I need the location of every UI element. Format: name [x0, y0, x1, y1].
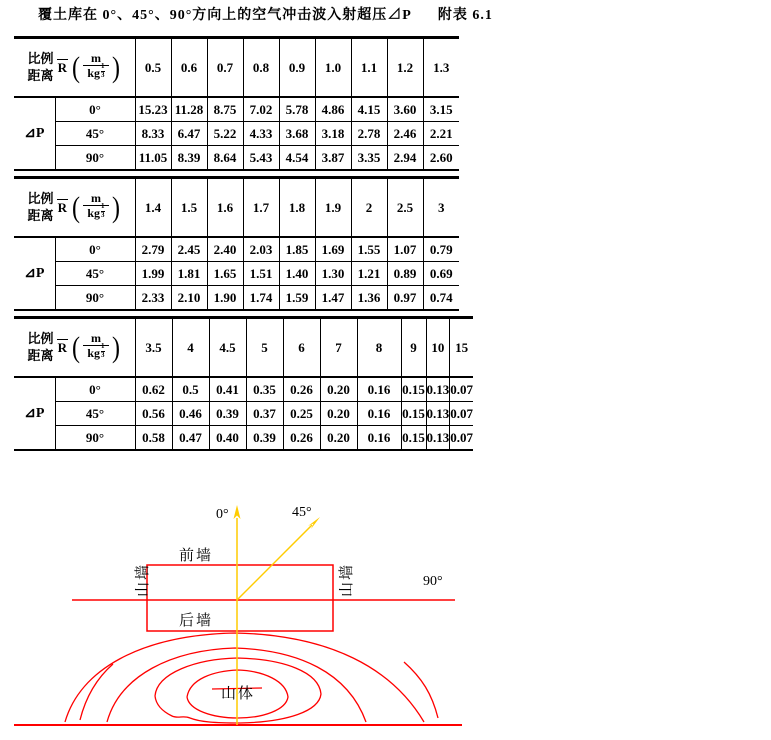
angle-label: 45° [55, 262, 135, 286]
scaled-distance-value: 8 [357, 318, 401, 378]
direction-diagram [0, 500, 480, 735]
pressure-value: 0.20 [320, 402, 357, 426]
pressure-value: 0.13 [426, 426, 450, 451]
pressure-value: 2.46 [387, 122, 423, 146]
scaled-distance-header: 比例 距离 R ( m kg $\frac{1}{3}$ ) [14, 178, 135, 238]
pressure-value: 2.40 [207, 237, 243, 262]
pressure-value: 1.81 [171, 262, 207, 286]
scaled-distance-value: 4.5 [209, 318, 246, 378]
angle-label: 90° [55, 426, 135, 451]
scaled-distance-value: 1.6 [207, 178, 243, 238]
pressure-value: 3.35 [351, 146, 387, 171]
pressure-value: 6.47 [171, 122, 207, 146]
pressure-value: 0.20 [320, 426, 357, 451]
scaled-distance-value: 0.7 [207, 38, 243, 98]
mountain-label: 山体 [221, 686, 256, 702]
pressure-value: 0.56 [135, 402, 172, 426]
pressure-value: 1.36 [351, 286, 387, 311]
pressure-value: 11.05 [135, 146, 171, 171]
pressure-value: 1.59 [279, 286, 315, 311]
pressure-value: 0.79 [423, 237, 459, 262]
pressure-value: 2.21 [423, 122, 459, 146]
pressure-value: 0.46 [172, 402, 209, 426]
overpressure-table [14, 36, 459, 171]
angle-label: 90° [55, 286, 135, 311]
table-row [14, 426, 473, 451]
pressure-value: 0.58 [135, 426, 172, 451]
pressure-value: 1.30 [315, 262, 351, 286]
pressure-value: 2.45 [171, 237, 207, 262]
pressure-value: 1.65 [207, 262, 243, 286]
pressure-value: 7.02 [243, 97, 279, 122]
table-row [14, 122, 459, 146]
table-row [14, 286, 459, 311]
tables-section [0, 24, 771, 451]
pressure-value: 4.86 [315, 97, 351, 122]
scaled-distance-value: 1.3 [423, 38, 459, 98]
pressure-value: 0.62 [135, 377, 172, 402]
scaled-distance-value: 0.9 [279, 38, 315, 98]
pressure-value: 1.40 [279, 262, 315, 286]
pressure-value: 0.89 [387, 262, 423, 286]
delta-p-label: ⊿P [24, 266, 45, 281]
table-row [14, 262, 459, 286]
pressure-value: 0.20 [320, 377, 357, 402]
scaled-distance-value: 0.6 [171, 38, 207, 98]
pressure-value: 5.22 [207, 122, 243, 146]
pressure-value: 0.39 [246, 426, 283, 451]
scaled-distance-value: 6 [283, 318, 320, 378]
pressure-value: 0.41 [209, 377, 246, 402]
contour-left-partial [80, 664, 113, 720]
pressure-value: 1.21 [351, 262, 387, 286]
pressure-value: 2.79 [135, 237, 171, 262]
page-title [0, 0, 771, 24]
gable-wall-left-label: 山墙 [135, 563, 151, 598]
arrow-0deg-head-icon [234, 505, 241, 519]
angle-label: 0° [55, 237, 135, 262]
pressure-value: 1.55 [351, 237, 387, 262]
title-text: 覆土库在 0°、45°、90°方向上的空气冲击波入射超压⊿P [38, 8, 412, 23]
scaled-distance-value: 5 [246, 318, 283, 378]
scaled-distance-value: 1.2 [387, 38, 423, 98]
pressure-value: 2.10 [171, 286, 207, 311]
pressure-value: 4.15 [351, 97, 387, 122]
delta-p-label: ⊿P [24, 406, 45, 421]
pressure-value: 0.15 [401, 402, 426, 426]
scaled-distance-header: 比例 距离 R ( m kg $\frac{1}{3}$ ) [14, 38, 135, 98]
pressure-value: 2.78 [351, 122, 387, 146]
angle-label: 0° [55, 377, 135, 402]
pressure-value: 1.90 [207, 286, 243, 311]
pressure-value: 2.94 [387, 146, 423, 171]
pressure-value: 1.74 [243, 286, 279, 311]
pressure-value: 0.37 [246, 402, 283, 426]
pressure-value: 0.13 [426, 377, 450, 402]
overpressure-table-2 [14, 176, 771, 311]
arrow-45deg-line [237, 525, 312, 600]
pressure-value: 1.47 [315, 286, 351, 311]
pressure-value: 1.51 [243, 262, 279, 286]
table-row [14, 237, 459, 262]
pressure-value: 4.54 [279, 146, 315, 171]
angle-label: 45° [55, 122, 135, 146]
contour-outer [65, 633, 424, 722]
pressure-value: 15.23 [135, 97, 171, 122]
pressure-value: 0.40 [209, 426, 246, 451]
scaled-distance-value: 1.0 [315, 38, 351, 98]
scaled-distance-value: 1.9 [315, 178, 351, 238]
scaled-distance-value: 7 [320, 318, 357, 378]
pressure-value: 0.26 [283, 377, 320, 402]
pressure-value: 0.69 [423, 262, 459, 286]
angle-0-label: 0° [216, 507, 229, 522]
scaled-distance-value: 1.4 [135, 178, 171, 238]
pressure-value: 2.33 [135, 286, 171, 311]
pressure-value: 0.15 [401, 377, 426, 402]
scaled-distance-value: 15 [450, 318, 473, 378]
rear-wall-label: 后墙 [179, 613, 214, 629]
table-row [14, 146, 459, 171]
pressure-value: 2.03 [243, 237, 279, 262]
pressure-value: 5.78 [279, 97, 315, 122]
scaled-distance-value: 3.5 [135, 318, 172, 378]
pressure-value: 0.07 [450, 377, 473, 402]
pressure-value: 0.16 [357, 426, 401, 451]
title-table-ref: 附表 6.1 [437, 8, 493, 23]
table-row [14, 377, 473, 402]
gable-wall-right-label: 山墙 [339, 563, 355, 598]
front-wall-label: 前墙 [179, 548, 214, 564]
pressure-value: 2.60 [423, 146, 459, 171]
pressure-value: 0.16 [357, 377, 401, 402]
pressure-value: 0.5 [172, 377, 209, 402]
pressure-value: 0.47 [172, 426, 209, 451]
pressure-value: 1.69 [315, 237, 351, 262]
overpressure-table [14, 316, 473, 451]
pressure-value: 3.18 [315, 122, 351, 146]
table-row [14, 402, 473, 426]
scaled-distance-value: 10 [426, 318, 450, 378]
angle-label: 45° [55, 402, 135, 426]
pressure-value: 1.99 [135, 262, 171, 286]
scaled-distance-header: 比例 距离 R ( m kg $\frac{1}{3}$ ) [14, 318, 135, 378]
pressure-value: 3.15 [423, 97, 459, 122]
pressure-value: 1.07 [387, 237, 423, 262]
pressure-value: 3.87 [315, 146, 351, 171]
pressure-value: 0.13 [426, 402, 450, 426]
overpressure-table-3 [14, 316, 771, 451]
pressure-value: 8.39 [171, 146, 207, 171]
scaled-distance-value: 0.5 [135, 38, 171, 98]
pressure-value: 0.74 [423, 286, 459, 311]
angle-90-label: 90° [423, 574, 443, 589]
pressure-value: 0.35 [246, 377, 283, 402]
scaled-distance-value: 4 [172, 318, 209, 378]
scaled-distance-value: 2 [351, 178, 387, 238]
pressure-value: 8.33 [135, 122, 171, 146]
pressure-value: 0.15 [401, 426, 426, 451]
pressure-value: 0.07 [450, 426, 473, 451]
overpressure-table-1 [14, 36, 771, 171]
scaled-distance-value: 1.1 [351, 38, 387, 98]
pressure-value: 0.39 [209, 402, 246, 426]
scaled-distance-value: 0.8 [243, 38, 279, 98]
pressure-value: 0.16 [357, 402, 401, 426]
overpressure-table [14, 176, 459, 311]
contour-right-partial [404, 662, 438, 718]
pressure-value: 8.64 [207, 146, 243, 171]
scaled-distance-value: 3 [423, 178, 459, 238]
scaled-distance-value: 1.5 [171, 178, 207, 238]
angle-45-label: 45° [292, 505, 312, 520]
pressure-value: 8.75 [207, 97, 243, 122]
pressure-value: 0.25 [283, 402, 320, 426]
pressure-value: 3.60 [387, 97, 423, 122]
table-row [14, 97, 459, 122]
pressure-value: 1.85 [279, 237, 315, 262]
delta-p-label: ⊿P [24, 126, 45, 141]
angle-label: 0° [55, 97, 135, 122]
scaled-distance-value: 1.7 [243, 178, 279, 238]
scaled-distance-value: 9 [401, 318, 426, 378]
pressure-value: 0.07 [450, 402, 473, 426]
angle-label: 90° [55, 146, 135, 171]
pressure-value: 5.43 [243, 146, 279, 171]
pressure-value: 0.97 [387, 286, 423, 311]
pressure-value: 4.33 [243, 122, 279, 146]
pressure-value: 0.26 [283, 426, 320, 451]
pressure-value: 11.28 [171, 97, 207, 122]
pressure-value: 3.68 [279, 122, 315, 146]
scaled-distance-value: 2.5 [387, 178, 423, 238]
scaled-distance-value: 1.8 [279, 178, 315, 238]
contour-lines [65, 633, 438, 723]
